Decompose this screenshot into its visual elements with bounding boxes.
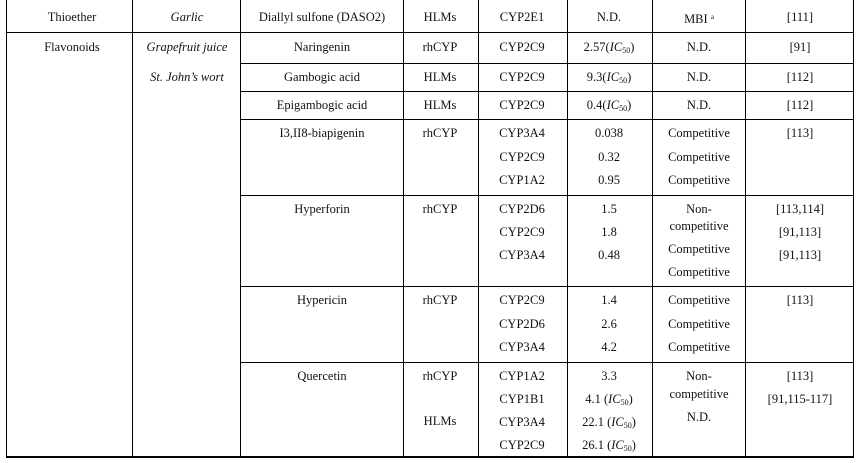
mechanism-cell: Non- (686, 369, 712, 383)
enzyme-cell: CYP3A4 (499, 248, 545, 262)
ref-cell: [91,115-117] (767, 392, 833, 406)
value-cell: N.D. (596, 10, 622, 24)
enzyme-cell: CYP3A4 (499, 126, 545, 140)
ref-cell: [91,113] (778, 248, 822, 262)
rule-row-thioether-bottom (6, 32, 854, 33)
rule-col-4 (478, 0, 479, 458)
value-cell: 1.8 (601, 225, 617, 239)
value-cell: 1.5 (601, 202, 617, 216)
mechanism-cell: competitive (669, 387, 729, 401)
mechanism-cell: Competitive (668, 126, 730, 140)
category-cell: Thioether (47, 10, 97, 24)
enzyme-cell: CYP1A2 (499, 369, 545, 383)
mechanism-cell: Competitive (668, 317, 730, 331)
system-cell: HLMs (423, 414, 457, 428)
compound-cell: Diallyl sulfone (DASO2) (258, 10, 386, 24)
rule-col-5 (567, 0, 568, 458)
mechanism-cell: Competitive (668, 173, 730, 187)
compound-cell: Hypericin (297, 293, 347, 307)
mechanism-cell: Competitive (668, 265, 730, 279)
rule-col-3 (403, 0, 404, 458)
mechanism-cell: N.D. (686, 98, 712, 112)
rule-row-gambogic-bottom (240, 91, 854, 92)
rule-col-6 (652, 0, 653, 458)
mechanism-cell: Non- (686, 202, 712, 216)
value-cell: 4.2 (601, 340, 617, 354)
value-cell: 0.32 (598, 150, 620, 164)
rule-row-biapigenin-bottom (240, 195, 854, 196)
rule-row-hyperforin-bottom (240, 286, 854, 287)
value-cell: 4.1 $(IC_{50})$ (585, 392, 633, 407)
rule-col-left (6, 0, 7, 458)
value-cell: $0.4(IC_{50})$ (586, 98, 632, 113)
enzyme-cell: CYP2C9 (499, 438, 545, 452)
mechanism-cell: Competitive (668, 293, 730, 307)
ic-subscript: 50 (619, 76, 628, 85)
ref-cell: [113] (786, 293, 814, 307)
mechanism-cell: N.D. (686, 70, 712, 84)
value-cell: 26.1 $(IC_{50})$ (582, 438, 636, 453)
enzyme-cell: CYP2C9 (499, 293, 545, 307)
enzyme-cell: CYP2D6 (499, 202, 545, 216)
ref-cell: [113] (786, 126, 814, 140)
compound-cell: I3,II8-biapigenin (279, 126, 365, 140)
system-cell: HLMs (423, 10, 457, 24)
ref-cell: [91,113] (778, 225, 822, 239)
rule-col-7 (745, 0, 746, 458)
value-cell: 0.038 (594, 126, 624, 140)
enzyme-cell: CYP2C9 (499, 98, 545, 112)
system-cell: HLMs (423, 70, 457, 84)
value-number: 26.1 (582, 438, 604, 452)
ic-subscript: 50 (623, 444, 632, 453)
rule-row-naringenin-bottom (240, 63, 854, 64)
enzyme-cell: CYP2E1 (499, 10, 545, 24)
mechanism-text: MBI (684, 12, 708, 26)
mechanism-cell: N.D. (686, 410, 712, 424)
ic-label: IC (608, 392, 621, 406)
value-number: 22.1 (582, 415, 604, 429)
enzyme-cell: CYP2C9 (499, 40, 545, 54)
enzyme-cell: CYP2C9 (499, 150, 545, 164)
system-cell: rhCYP (422, 293, 458, 307)
ic-label: IC (611, 438, 624, 452)
mechanism-cell: competitive (669, 219, 729, 233)
ic-subscript: 50 (623, 421, 632, 430)
mechanism-cell: N.D. (686, 40, 712, 54)
ic-subscript: 50 (619, 104, 628, 113)
enzyme-cell: CYP2C9 (499, 225, 545, 239)
enzyme-cell: CYP3A4 (499, 340, 545, 354)
value-number: 4.1 (585, 392, 601, 406)
compound-cell: Naringenin (293, 40, 351, 54)
value-number: 0.4 (586, 98, 603, 112)
source-cell: Garlic (170, 10, 204, 24)
ref-cell: [112] (786, 98, 814, 112)
rule-col-1 (132, 0, 133, 458)
system-cell: rhCYP (422, 126, 458, 140)
value-cell: 1.4 (601, 293, 617, 307)
compound-cell: Hyperforin (294, 202, 350, 216)
mechanism-cell: Competitive (668, 340, 730, 354)
footnote-mark: a (710, 13, 714, 21)
value-cell: 0.48 (598, 248, 620, 262)
compound-cell: Epigambogic acid (276, 98, 368, 112)
rule-row-hypericin-bottom (240, 362, 854, 363)
system-cell: rhCYP (422, 202, 458, 216)
system-cell: rhCYP (422, 40, 458, 54)
enzyme-cell: CYP2D6 (499, 317, 545, 331)
enzyme-cell: CYP1A2 (499, 173, 545, 187)
category-cell: Flavonoids (44, 40, 100, 54)
rule-row-epigambogic-bottom (240, 119, 854, 120)
enzyme-cell: CYP1B1 (499, 392, 545, 406)
value-cell: 2.6 (601, 317, 617, 331)
value-cell: 3.3 (601, 369, 617, 383)
source-cell: Grapefruit juice (146, 40, 228, 54)
enzyme-cell: CYP2C9 (499, 70, 545, 84)
ic-subscript: 50 (622, 46, 631, 55)
ic-label: IC (611, 415, 624, 429)
compound-cell: Quercetin (297, 369, 347, 383)
ic-subscript: 50 (620, 398, 629, 407)
ic-label: IC (606, 98, 620, 112)
value-cell: $9.3(IC_{50})$ (586, 70, 632, 85)
mechanism-cell (684, 10, 714, 27)
compound-cell: Gambogic acid (283, 70, 361, 84)
value-number: 9.3 (586, 70, 603, 84)
system-cell: HLMs (423, 98, 457, 112)
value-cell: 0.95 (598, 173, 620, 187)
value-number: 2.57 (583, 40, 606, 54)
ref-cell: [112] (786, 70, 814, 84)
ref-cell: [111] (786, 10, 814, 24)
ref-cell: [91] (789, 40, 811, 54)
mechanism-cell: Competitive (668, 150, 730, 164)
ic-label: IC (606, 70, 620, 84)
ic-label: IC (609, 40, 623, 54)
rule-col-right (853, 0, 854, 458)
rule-col-2 (240, 0, 241, 458)
rule-table-bottom (6, 456, 854, 458)
value-cell: 22.1 $(IC_{50})$ (582, 415, 636, 430)
system-cell: rhCYP (422, 369, 458, 383)
ref-cell: [113,114] (775, 202, 825, 216)
enzyme-cell: CYP3A4 (499, 415, 545, 429)
mechanism-cell: Competitive (668, 242, 730, 256)
ref-cell: [113] (786, 369, 814, 383)
source-cell: St. John’s wort (150, 70, 224, 84)
value-cell: $2.57(IC_{50})$ (583, 40, 635, 55)
